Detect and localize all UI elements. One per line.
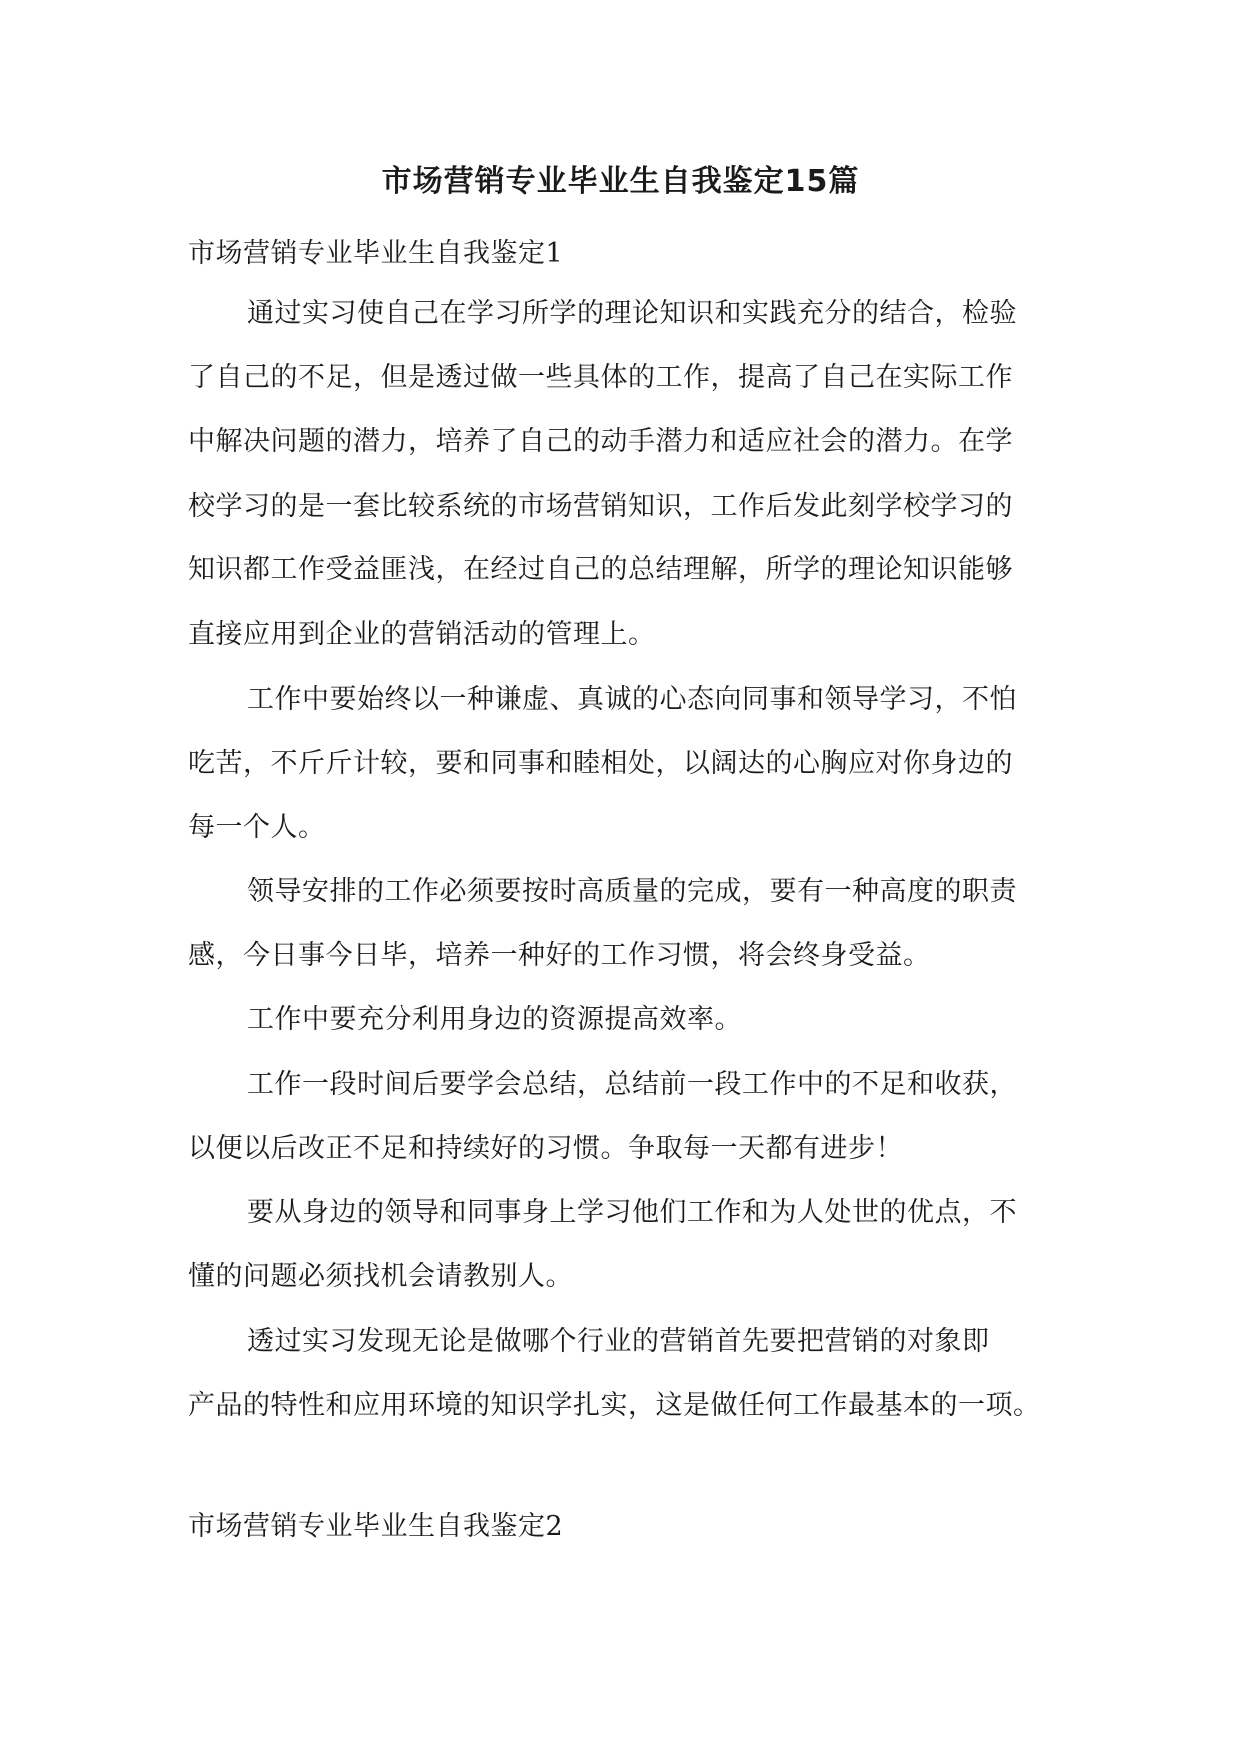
paragraph-3-line-1: 领导安排的工作必须要按时高质量的完成，要有一种高度的职责	[247, 876, 1017, 907]
paragraph-7-line-1: 透过实习发现无论是做哪个行业的营销首先要把营销的对象即	[247, 1326, 990, 1357]
section-heading-1: 市场营销专业毕业生自我鉴定1	[188, 238, 564, 269]
paragraph-5-line-1: 工作一段时间后要学会总结，总结前一段工作中的不足和收获，	[247, 1069, 1017, 1100]
paragraph-2-line-3: 每一个人。	[188, 812, 326, 843]
paragraph-7-line-2: 产品的特性和应用环境的知识学扎实，这是做任何工作最基本的一项。	[188, 1390, 1041, 1421]
paragraph-1-line-6: 直接应用到企业的营销活动的管理上。	[188, 619, 656, 650]
section-heading-2: 市场营销专业毕业生自我鉴定2	[188, 1511, 564, 1542]
paragraph-5-line-2: 以便以后改正不足和持续好的习惯。争取每一天都有进步！	[188, 1133, 903, 1164]
paragraph-1-line-5: 知识都工作受益匪浅，在经过自己的总结理解，所学的理论知识能够	[188, 554, 1013, 585]
paragraph-6-line-2: 懂的问题必须找机会请教别人。	[188, 1261, 573, 1292]
paragraph-1-line-2: 了自己的不足，但是透过做一些具体的工作，提高了自己在实际工作	[188, 362, 1013, 393]
paragraph-1-line-4: 校学习的是一套比较系统的市场营销知识，工作后发此刻学校学习的	[188, 491, 1013, 522]
paragraph-3-line-2: 感，今日事今日毕，培养一种好的工作习惯，将会终身受益。	[188, 940, 931, 971]
paragraph-1-line-1: 通过实习使自己在学习所学的理论知识和实践充分的结合，检验	[247, 298, 1017, 329]
document-title: 市场营销专业毕业生自我鉴定15篇	[381, 164, 860, 199]
paragraph-2-line-2: 吃苦，不斤斤计较，要和同事和睦相处，以阔达的心胸应对你身边的	[188, 748, 1013, 779]
paragraph-1-line-3: 中解决问题的潜力，培养了自己的动手潜力和适应社会的潜力。在学	[188, 426, 1013, 457]
paragraph-4-line-1: 工作中要充分利用身边的资源提高效率。	[247, 1004, 742, 1035]
paragraph-2-line-1: 工作中要始终以一种谦虚、真诚的心态向同事和领导学习，不怕	[247, 684, 1017, 715]
paragraph-6-line-1: 要从身边的领导和同事身上学习他们工作和为人处世的优点，不	[247, 1197, 1017, 1228]
